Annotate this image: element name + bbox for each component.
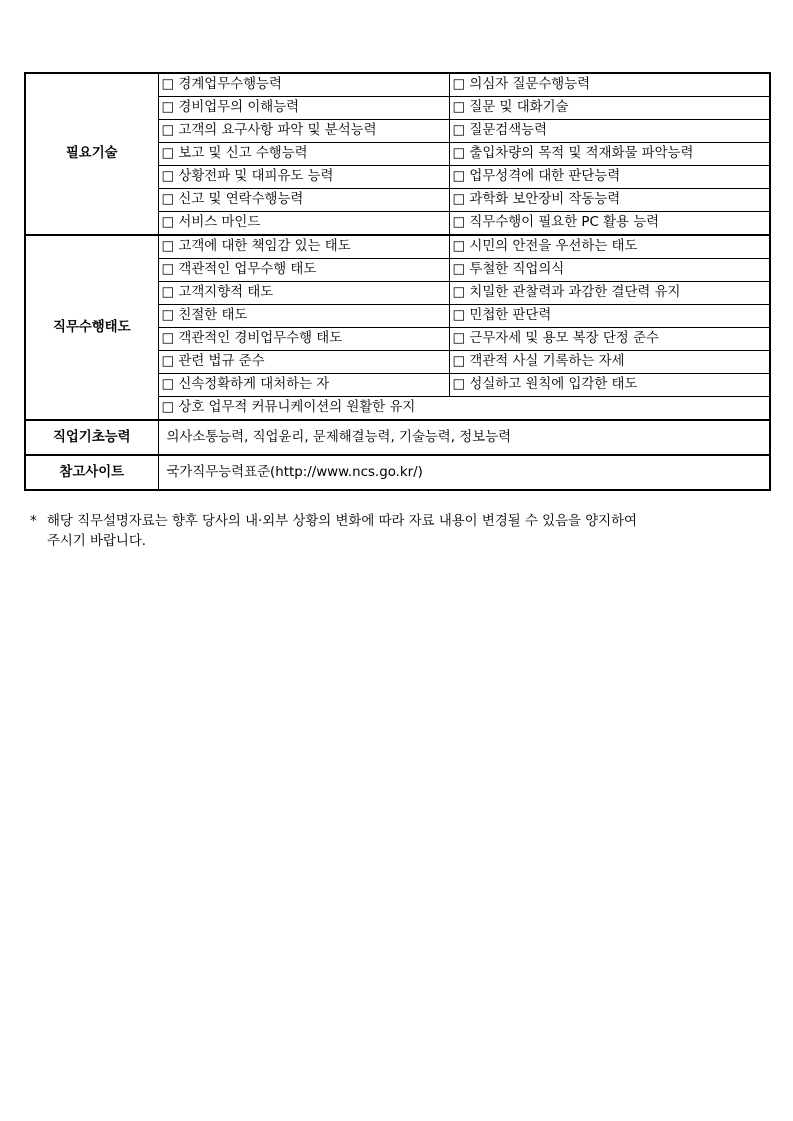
basic-ability-value: 의사소통능력, 직업윤리, 문제해결능력, 기술능력, 정보능력 <box>158 420 770 455</box>
attitude-item: □ 관련 법규 준수 <box>158 351 449 374</box>
skills-item: □ 경비업무의 이해능력 <box>158 97 449 120</box>
attitude-item: □ 고객에 대한 책임감 있는 태도 <box>158 235 449 259</box>
attitude-item: □ 친절한 태도 <box>158 305 449 328</box>
footnote-text-1: 해당 직무설명자료는 향후 당사의 내·외부 상황의 변화에 따라 자료 내용이 변경될 수 있음을 양지하여 <box>47 514 637 529</box>
skills-item: □ 서비스 마인드 <box>158 212 449 236</box>
table-row <box>25 455 770 490</box>
skills-item: □ 고객의 요구사항 파악 및 분석능력 <box>158 120 449 143</box>
job-description-page <box>24 72 769 491</box>
attitude-item: □ 성실하고 원칙에 입각한 태도 <box>449 374 770 397</box>
basic-ability-label: 직업기초능력 <box>25 420 158 455</box>
table-body <box>25 73 770 490</box>
attitude-item: □ 민첩한 판단력 <box>449 305 770 328</box>
attitude-item: □ 상호 업무적 커뮤니케이션의 원활한 유지 <box>158 397 770 421</box>
skills-item: □ 상황전파 및 대피유도 능력 <box>158 166 449 189</box>
skills-item: □ 과학화 보안장비 작동능력 <box>449 189 770 212</box>
table-row <box>25 73 770 97</box>
table-row <box>25 235 770 259</box>
attitude-item: □ 치밀한 관찰력과 과감한 결단력 유지 <box>449 282 770 305</box>
table-row <box>25 420 770 455</box>
attitude-label: 직무수행태도 <box>25 235 158 420</box>
footnote-mark: * <box>30 514 37 529</box>
skills-item: □ 질문 및 대화기술 <box>449 97 770 120</box>
skills-item: □ 직무수행이 필요한 PC 활용 능력 <box>449 212 770 236</box>
skills-item: □ 업무성격에 대한 판단능력 <box>449 166 770 189</box>
footnote-line-1 <box>30 512 750 532</box>
footnote <box>30 512 750 552</box>
skills-item: □ 의심자 질문수행능력 <box>449 73 770 97</box>
attitude-item: □ 고객지향적 태도 <box>158 282 449 305</box>
skills-item: □ 경계업무수행능력 <box>158 73 449 97</box>
skills-item: □ 질문검색능력 <box>449 120 770 143</box>
reference-label: 참고사이트 <box>25 455 158 490</box>
footnote-line-2: 주시기 바랍니다. <box>47 534 147 549</box>
attitude-item: □ 근무자세 및 용모 복장 단정 준수 <box>449 328 770 351</box>
attitude-item: □ 객관적 사실 기록하는 자세 <box>449 351 770 374</box>
attitude-item: □ 객관적인 경비업무수행 태도 <box>158 328 449 351</box>
skills-item: □ 출입차량의 목적 및 적재화물 파악능력 <box>449 143 770 166</box>
skills-label: 필요기술 <box>25 73 158 235</box>
skills-item: □ 신고 및 연락수행능력 <box>158 189 449 212</box>
attitude-item: □ 신속정확하게 대처하는 자 <box>158 374 449 397</box>
job-description-table <box>24 72 771 491</box>
attitude-item: □ 투철한 직업의식 <box>449 259 770 282</box>
skills-item: □ 보고 및 신고 수행능력 <box>158 143 449 166</box>
attitude-item: □ 객관적인 업무수행 태도 <box>158 259 449 282</box>
reference-value: 국가직무능력표준(http://www.ncs.go.kr/) <box>158 455 770 490</box>
attitude-item: □ 시민의 안전을 우선하는 태도 <box>449 235 770 259</box>
